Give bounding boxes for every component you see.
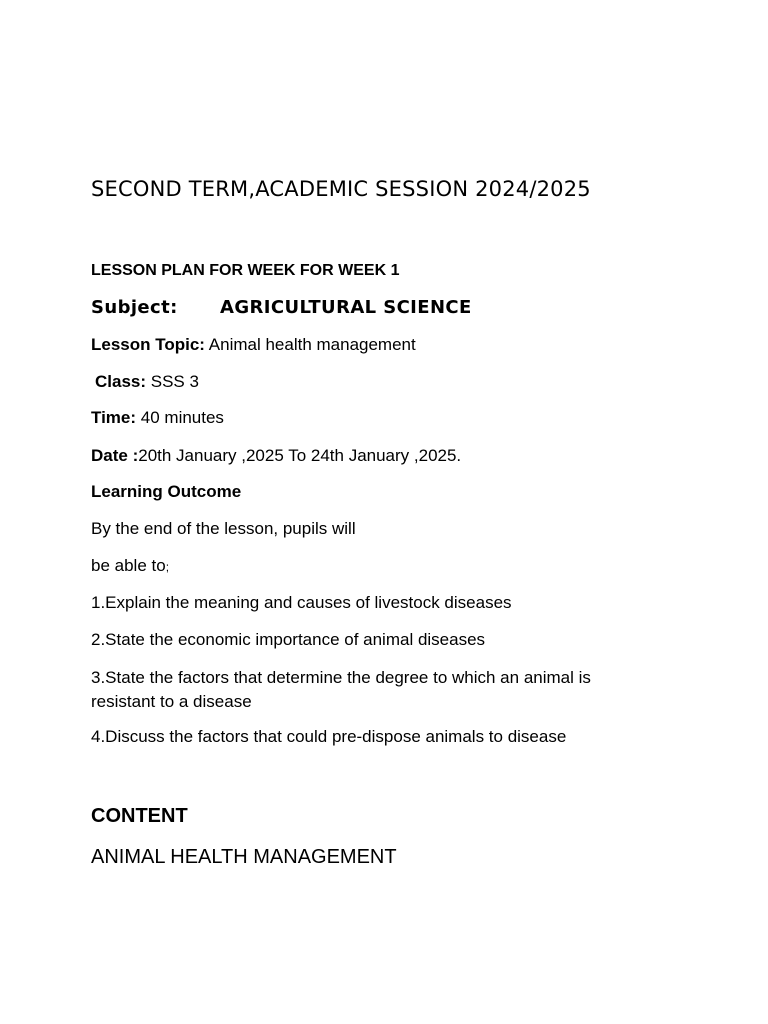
content-heading: CONTENT (91, 805, 188, 827)
subject-row (91, 297, 472, 319)
learning-outcome-heading: Learning Outcome (91, 482, 242, 501)
learning-outcome-intro-line-1: By the end of the lesson, pupils will (91, 519, 356, 538)
date-row (91, 446, 461, 466)
subject-label: Subject: (91, 297, 178, 318)
learning-outcome-intro-line-2 (91, 556, 169, 577)
class-value: SSS 3 (146, 372, 199, 391)
lesson-plan-heading: LESSON PLAN FOR WEEK FOR WEEK 1 (91, 262, 400, 279)
document-title: SECOND TERM,ACADEMIC SESSION 2024/2025 (91, 177, 591, 201)
lesson-topic-value: Animal health management (204, 335, 416, 354)
date-label: Date : (91, 446, 139, 465)
objective-item-2: 2.State the economic importance of animal diseases (91, 630, 486, 649)
time-label: Time: (91, 408, 137, 427)
objective-item-4: 4.Discuss the factors that could pre-dispose animals to disease (91, 727, 567, 746)
time-row (91, 408, 224, 428)
learning-outcome-intro-suffix: ; (165, 560, 170, 574)
lesson-topic-row (91, 335, 416, 355)
learning-outcome-intro-text: be able to (91, 556, 166, 575)
subject-value: AGRICULTURAL SCIENCE (220, 297, 472, 318)
objective-item-1: 1.Explain the meaning and causes of livestock diseases (91, 593, 512, 612)
objective-item-3: 3.State the factors that determine the degree to which an animal is resistant to a disease (91, 668, 591, 711)
class-label: Class: (95, 372, 147, 391)
content-topic: ANIMAL HEALTH MANAGEMENT (91, 846, 397, 868)
time-value: 40 minutes (136, 408, 224, 427)
class-row (95, 372, 199, 392)
lesson-topic-label: Lesson Topic: (91, 335, 205, 354)
date-value: 20th January ,2025 To 24th January ,2025. (138, 446, 462, 465)
